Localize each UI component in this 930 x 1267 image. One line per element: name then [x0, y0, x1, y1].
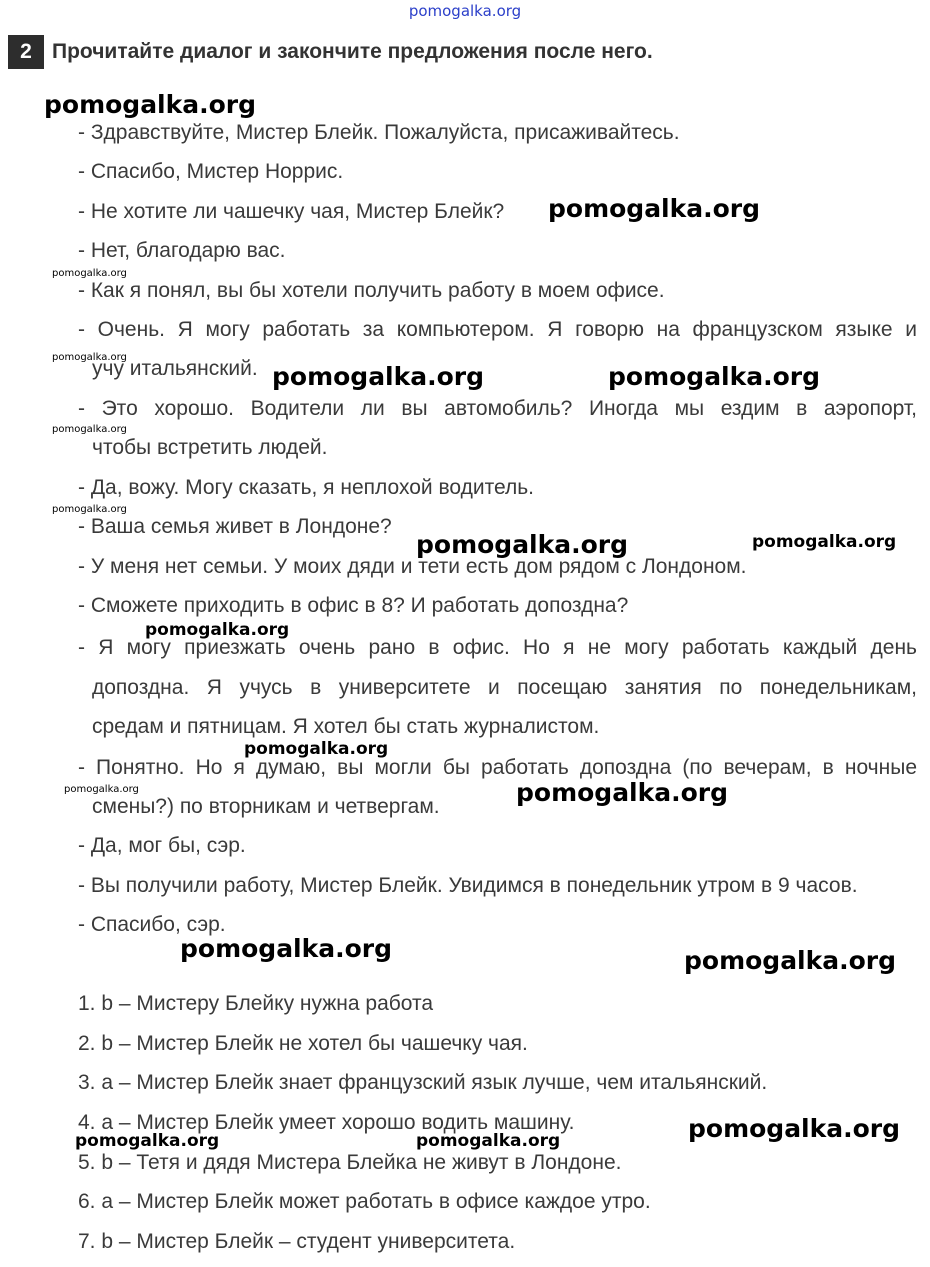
watermark: pomogalka.org	[145, 620, 290, 640]
dialogue-line: - Не хотите ли чашечку чая, Мистер Блейк?	[78, 200, 505, 223]
dialogue-line: - Спасибо, Мистер Норрис.	[78, 160, 344, 183]
watermark: pomogalka.org	[752, 532, 897, 552]
dialogue-line: - Нет, благодарю вас.	[78, 239, 286, 262]
dialogue-line: - Как я понял, вы бы хотели получить работу в моем офисе.	[78, 279, 665, 302]
dialogue-line: - Да, вожу. Могу сказать, я неплохой водитель.	[78, 476, 534, 499]
dialogue-line: - Спасибо, сэр.	[78, 913, 226, 936]
dialogue-line: - Здравствуйте, Мистер Блейк. Пожалуйста, присаживайтесь.	[78, 121, 680, 144]
dialogue-line: - Вы получили работу, Мистер Блейк. Увидимся в понедельник утром в 9 часов.	[78, 874, 858, 897]
dialogue-line: - Сможете приходить в офис в 8? И работать допоздна?	[78, 594, 629, 617]
answer-item: 7. b – Мистер Блейк – студент университета.	[78, 1230, 516, 1253]
dialogue-line: - Понятно. Но я думаю, вы могли бы работать допоздна (по вечерам, в ночные	[78, 756, 917, 779]
dialogue-line: - Я могу приезжать очень рано в офис. Но я не могу работать каждый день	[78, 636, 917, 659]
watermark: pomogalka.org	[64, 784, 139, 795]
site-watermark-top: pomogalka.org	[408, 2, 522, 20]
dialogue-line: - У меня нет семьи. У моих дяди и тети есть дом рядом с Лондоном.	[78, 555, 747, 578]
watermark: pomogalka.org	[44, 90, 257, 119]
watermark: pomogalka.org	[684, 946, 897, 975]
dialogue-line-continuation: смены?) по вторникам и четвергам.	[92, 795, 440, 818]
watermark: pomogalka.org	[608, 362, 821, 391]
dialogue-line: - Очень. Я могу работать за компьютером. Я говорю на французском языке и	[78, 318, 917, 341]
watermark: pomogalka.org	[516, 778, 729, 807]
dialogue-line-continuation: учу итальянский.	[92, 357, 258, 380]
dialogue-line: - Ваша семья живет в Лондоне?	[78, 515, 392, 538]
watermark: pomogalka.org	[180, 934, 393, 963]
answer-item: 6. a – Мистер Блейк может работать в офисе каждое утро.	[78, 1190, 651, 1213]
answer-item: 3. a – Мистер Блейк знает французский язык лучше, чем итальянский.	[78, 1071, 768, 1094]
dialogue-line-continuation: допоздна. Я учусь в университете и посещаю занятия по понедельникам,	[92, 676, 917, 699]
watermark: pomogalka.org	[52, 268, 127, 279]
watermark: pomogalka.org	[272, 362, 485, 391]
exercise-instruction: Прочитайте диалог и закончите предложения после него.	[52, 40, 653, 63]
watermark: pomogalka.org	[548, 194, 761, 223]
answer-item: 4. a – Мистер Блейк умеет хорошо водить машину.	[78, 1111, 575, 1134]
watermark: pomogalka.org	[52, 424, 127, 435]
answer-item: 2. b – Мистер Блейк не хотел бы чашечку чая.	[78, 1032, 528, 1055]
watermark: pomogalka.org	[688, 1114, 901, 1143]
dialogue-line: - Это хорошо. Водители ли вы автомобиль? Иногда мы ездим в аэропорт,	[78, 397, 917, 420]
dialogue-line: - Да, мог бы, сэр.	[78, 834, 246, 857]
watermark: pomogalka.org	[416, 530, 629, 559]
watermark: pomogalka.org	[244, 739, 389, 759]
watermark: pomogalka.org	[416, 1131, 561, 1151]
dialogue-line-continuation: чтобы встретить людей.	[92, 436, 328, 459]
watermark: pomogalka.org	[52, 352, 127, 363]
watermark: pomogalka.org	[75, 1131, 220, 1151]
answer-item: 5. b – Тетя и дядя Мистера Блейка не живут в Лондоне.	[78, 1151, 622, 1174]
watermark: pomogalka.org	[52, 504, 127, 515]
exercise-number-badge: 2	[8, 35, 44, 69]
answer-item: 1. b – Мистеру Блейку нужна работа	[78, 992, 434, 1015]
dialogue-line-continuation: средам и пятницам. Я хотел бы стать журналистом.	[92, 715, 600, 738]
